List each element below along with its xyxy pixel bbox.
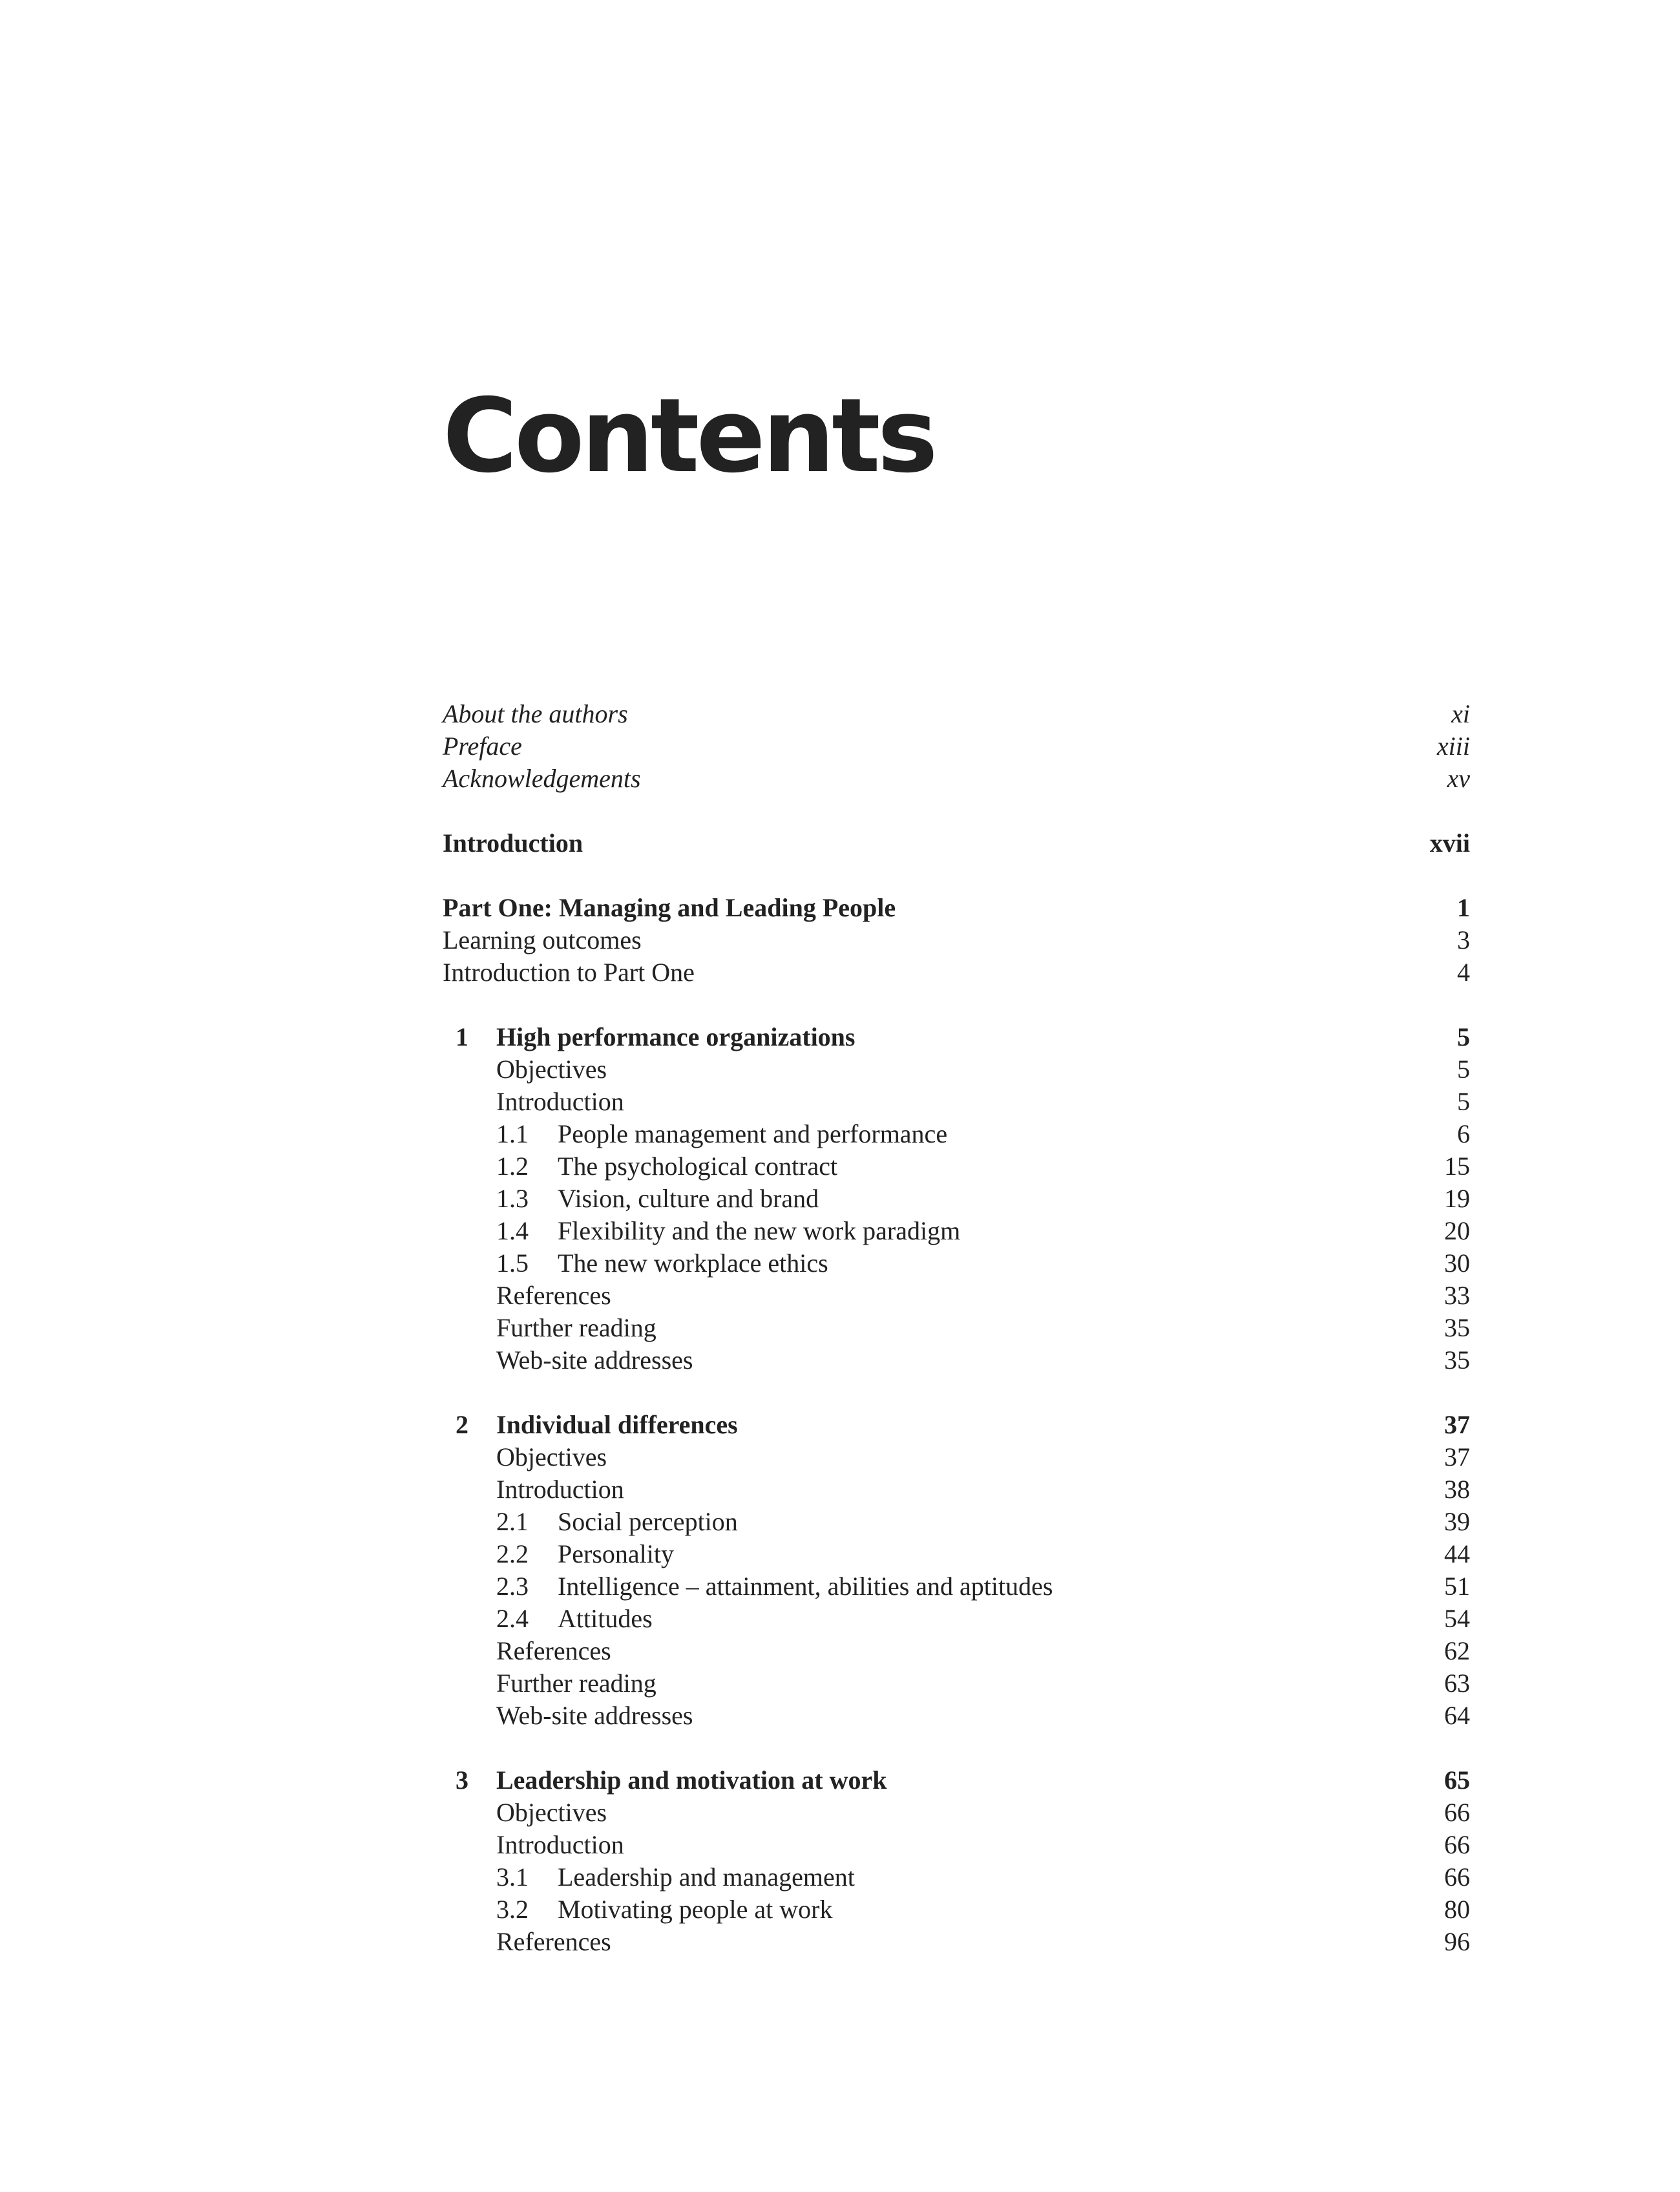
chapter-title: High performance organizations: [496, 1022, 856, 1051]
section-number: 1.5: [496, 1249, 529, 1278]
section-number: 1.4: [496, 1216, 529, 1245]
toc-entry-page: 44: [1444, 1539, 1470, 1568]
toc-section-entry[interactable]: [443, 1893, 1470, 1926]
toc-entry[interactable]: [443, 1797, 1470, 1829]
toc-entry-page: 5: [1457, 1022, 1470, 1051]
toc-entry-page: 35: [1444, 1345, 1470, 1375]
toc-entry-label: Web-site addresses: [496, 1345, 693, 1375]
toc-entry-label: Acknowledgements: [443, 764, 641, 793]
toc-entry-label: References: [496, 1281, 611, 1310]
toc-entry-page: 80: [1444, 1895, 1470, 1924]
toc-section-entry[interactable]: [443, 1118, 1470, 1150]
table-of-contents: [443, 698, 1470, 1958]
toc-entry-label: References: [496, 1927, 611, 1956]
toc-entry-page: xiii: [1436, 732, 1470, 761]
toc-section-entry[interactable]: [443, 1215, 1470, 1247]
toc-section-entry[interactable]: [443, 1570, 1470, 1603]
toc-entry-preface[interactable]: [443, 730, 1470, 763]
toc-entry-page: 39: [1444, 1507, 1470, 1536]
chapter-number: 1: [456, 1022, 468, 1051]
toc-chapter-heading[interactable]: [443, 1021, 1470, 1053]
toc-entry-page: 5: [1457, 1055, 1470, 1084]
toc-entry-label: Objectives: [496, 1442, 607, 1471]
toc-entry-label: Motivating people at work: [558, 1895, 833, 1924]
toc-entry-label: Preface: [443, 732, 522, 761]
section-number: 2.1: [496, 1507, 529, 1536]
section-number: 3.2: [496, 1895, 529, 1924]
toc-entry-label: Further reading: [496, 1313, 656, 1342]
toc-entry-label: Introduction to Part One: [443, 958, 695, 987]
toc-entry[interactable]: [443, 1344, 1470, 1376]
toc-entry-page: 15: [1444, 1152, 1470, 1181]
toc-entry-page: 66: [1444, 1798, 1470, 1827]
toc-chapter-heading[interactable]: [443, 1409, 1470, 1441]
toc-entry-label: Further reading: [496, 1669, 656, 1698]
toc-entry-label: People management and performance: [558, 1119, 948, 1148]
chapter-number: 2: [456, 1410, 468, 1439]
toc-section-entry[interactable]: [443, 1538, 1470, 1570]
toc-part-label: Part One: Managing and Leading People: [443, 893, 896, 922]
toc-entry-page: 35: [1444, 1313, 1470, 1342]
toc-entry-page: xi: [1451, 699, 1470, 728]
toc-entry[interactable]: [443, 1053, 1470, 1086]
toc-entry-introduction-part-one[interactable]: [443, 956, 1470, 989]
chapter-title: Leadership and motivation at work: [496, 1765, 887, 1795]
toc-section-entry[interactable]: [443, 1506, 1470, 1538]
section-number: 1.2: [496, 1152, 529, 1181]
toc-entry-label: The psychological contract: [558, 1152, 838, 1181]
toc-entry[interactable]: [443, 1667, 1470, 1700]
toc-entry-label: Introduction: [443, 828, 583, 858]
toc-entry-page: 64: [1444, 1701, 1470, 1730]
toc-entry-label: Intelligence – attainment, abilities and aptitudes: [558, 1572, 1053, 1601]
toc-entry-label: The new workplace ethics: [558, 1249, 828, 1278]
toc-entry-page: xv: [1447, 764, 1470, 793]
toc-entry-page: 5: [1457, 1087, 1470, 1116]
toc-section-entry[interactable]: [443, 1247, 1470, 1280]
toc-entry-label: Web-site addresses: [496, 1701, 693, 1730]
toc-entry-page: 38: [1444, 1475, 1470, 1504]
toc-entry-page: 4: [1457, 958, 1470, 987]
toc-entry-label: Social perception: [558, 1507, 738, 1536]
toc-entry-label: Objectives: [496, 1055, 607, 1084]
toc-entry-learning-outcomes[interactable]: [443, 924, 1470, 956]
toc-entry-page: 3: [1457, 925, 1470, 954]
toc-entry-label: Learning outcomes: [443, 925, 642, 954]
toc-entry-page: 66: [1444, 1862, 1470, 1892]
toc-entry-page: 51: [1444, 1572, 1470, 1601]
toc-entry[interactable]: [443, 1926, 1470, 1958]
toc-entry-label: Personality: [558, 1539, 674, 1568]
toc-entry-page: 20: [1444, 1216, 1470, 1245]
toc-entry-page: 37: [1444, 1442, 1470, 1471]
toc-entry-label: Introduction: [496, 1475, 624, 1504]
toc-entry-acknowledgements[interactable]: [443, 763, 1470, 795]
toc-entry-page: 30: [1444, 1249, 1470, 1278]
toc-entry-page: 6: [1457, 1119, 1470, 1148]
section-number: 1.3: [496, 1184, 529, 1213]
toc-entry-label: Flexibility and the new work paradigm: [558, 1216, 961, 1245]
toc-entry-page: 33: [1444, 1281, 1470, 1310]
toc-entry-label: Leadership and management: [558, 1862, 855, 1892]
toc-entry[interactable]: [443, 1441, 1470, 1473]
toc-entry-label: Attitudes: [558, 1604, 653, 1633]
toc-entry-page: 65: [1444, 1765, 1470, 1795]
toc-entry[interactable]: [443, 1829, 1470, 1861]
toc-entry-introduction[interactable]: [443, 827, 1470, 859]
toc-chapter-heading[interactable]: [443, 1764, 1470, 1797]
toc-entry[interactable]: [443, 1473, 1470, 1506]
toc-entry-label: Objectives: [496, 1798, 607, 1827]
toc-entry-label: About the authors: [443, 699, 628, 728]
toc-entry-page: 66: [1444, 1830, 1470, 1859]
section-number: 2.4: [496, 1604, 529, 1633]
toc-entry-label: Introduction: [496, 1087, 624, 1116]
section-number: 3.1: [496, 1862, 529, 1892]
toc-entry-label: References: [496, 1636, 611, 1665]
toc-entry[interactable]: [443, 1635, 1470, 1667]
toc-entry[interactable]: [443, 1700, 1470, 1732]
section-number: 2.3: [496, 1572, 529, 1601]
toc-entry-page: xvii: [1429, 828, 1470, 858]
toc-section-entry[interactable]: [443, 1861, 1470, 1893]
section-number: 1.1: [496, 1119, 529, 1148]
toc-entry[interactable]: [443, 1312, 1470, 1344]
chapter-number: 3: [456, 1765, 468, 1795]
page-title: Contents: [443, 377, 935, 496]
toc-entry-page: 1: [1457, 893, 1470, 922]
toc-entry-about-authors[interactable]: [443, 698, 1470, 730]
chapter-title: Individual differences: [496, 1410, 738, 1439]
toc-section-entry[interactable]: [443, 1603, 1470, 1635]
toc-entry-page: 62: [1444, 1636, 1470, 1665]
section-number: 2.2: [496, 1539, 529, 1568]
toc-entry-page: 19: [1444, 1184, 1470, 1213]
toc-entry-label: Vision, culture and brand: [558, 1184, 819, 1213]
toc-entry[interactable]: [443, 1086, 1470, 1118]
toc-section-entry[interactable]: [443, 1183, 1470, 1215]
toc-part-heading[interactable]: [443, 892, 1470, 924]
toc-entry-page: 96: [1444, 1927, 1470, 1956]
toc-entry-page: 63: [1444, 1669, 1470, 1698]
toc-entry-page: 54: [1444, 1604, 1470, 1633]
toc-entry-page: 37: [1444, 1410, 1470, 1439]
toc-section-entry[interactable]: [443, 1150, 1470, 1183]
toc-entry[interactable]: [443, 1280, 1470, 1312]
toc-entry-label: Introduction: [496, 1830, 624, 1859]
